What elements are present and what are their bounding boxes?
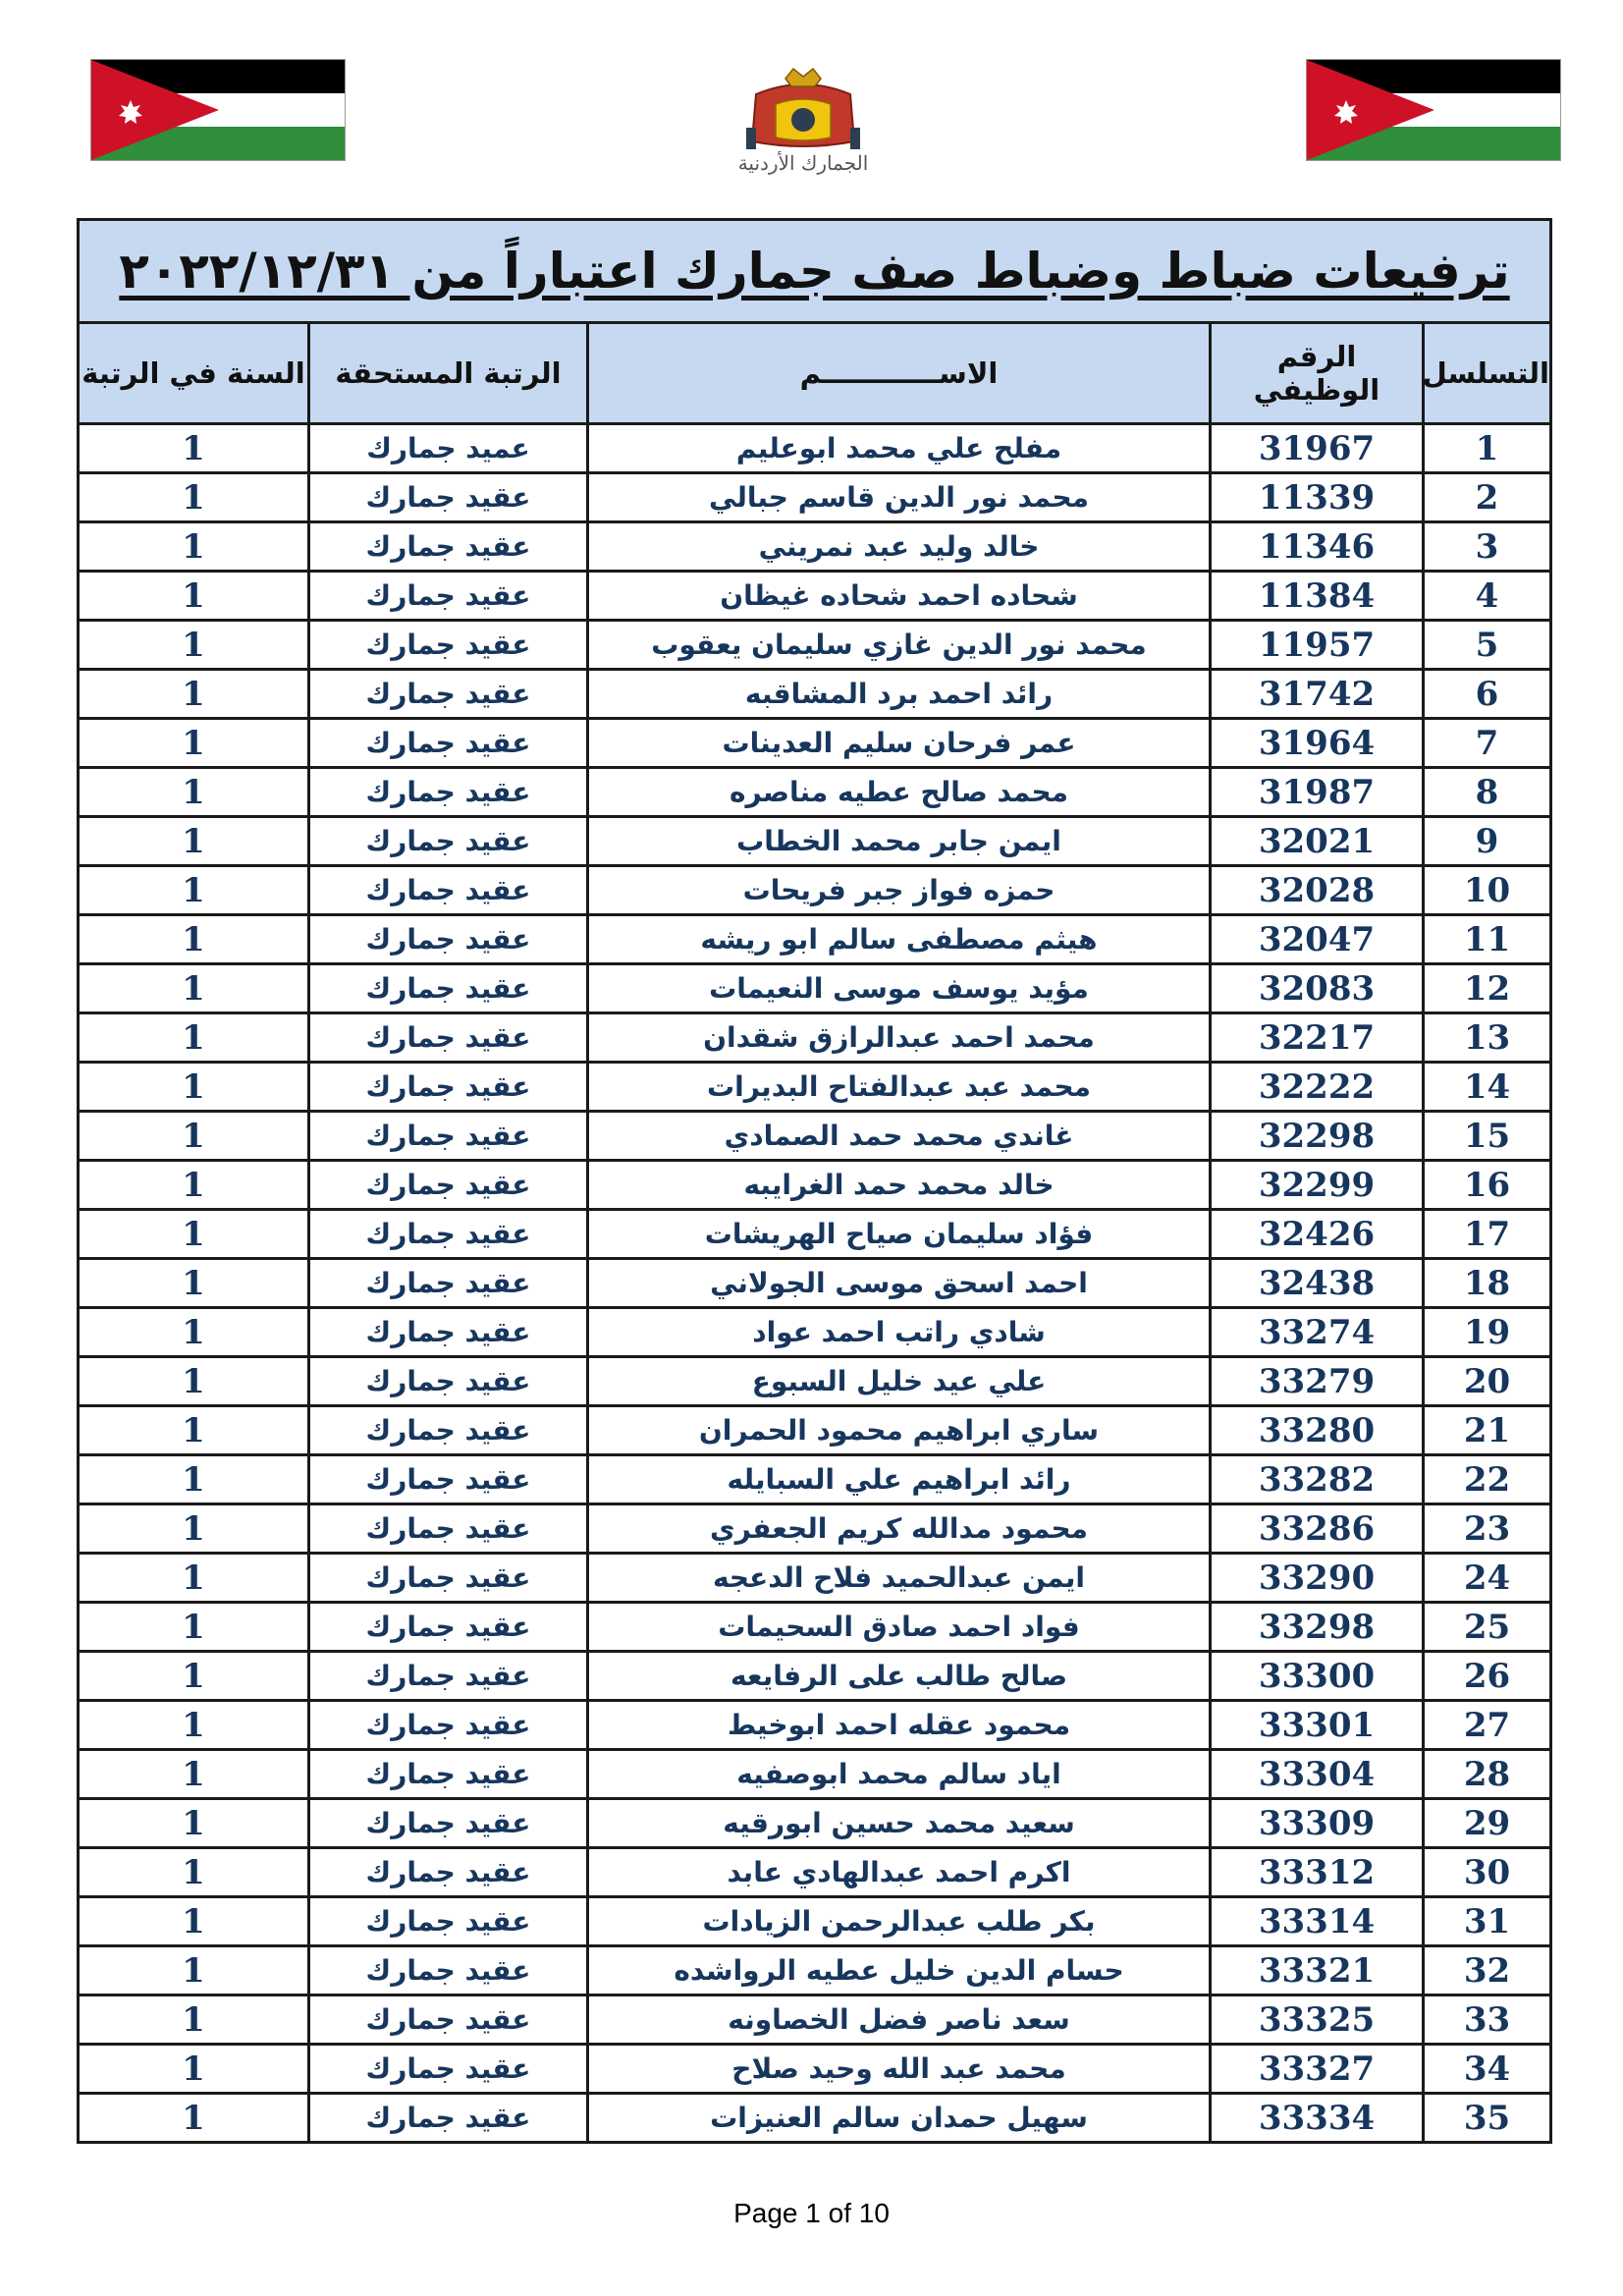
cell-name: سعيد محمد حسين ابورقيه: [588, 1799, 1211, 1848]
cell-employee-id: 31964: [1211, 719, 1424, 768]
column-header-employee-id: الرقم الوظيفي: [1211, 323, 1424, 424]
cell-seq: 6: [1424, 670, 1551, 719]
table-row: [79, 719, 1551, 768]
cell-rank: عقيد جمارك: [309, 1112, 588, 1161]
cell-rank: عقيد جمارك: [309, 2045, 588, 2094]
cell-name: محمود مدالله كريم الجعفري: [588, 1504, 1211, 1554]
table-row: [79, 1652, 1551, 1701]
cell-seq: 28: [1424, 1750, 1551, 1799]
table-row: [79, 915, 1551, 964]
cell-name: عمر فرحان سليم العدينات: [588, 719, 1211, 768]
cell-years: 1: [79, 1063, 309, 1112]
cell-seq: 35: [1424, 2094, 1551, 2143]
table-row: [79, 1995, 1551, 2045]
cell-seq: 2: [1424, 473, 1551, 522]
cell-name: رائد ابراهيم علي السبايله: [588, 1455, 1211, 1504]
cell-employee-id: 31742: [1211, 670, 1424, 719]
cell-seq: 25: [1424, 1603, 1551, 1652]
cell-rank: عقيد جمارك: [309, 1701, 588, 1750]
cell-seq: 9: [1424, 817, 1551, 866]
cell-employee-id: 32028: [1211, 866, 1424, 915]
cell-rank: عقيد جمارك: [309, 1013, 588, 1063]
cell-seq: 7: [1424, 719, 1551, 768]
cell-name: محمد صالح عطيه مناصره: [588, 768, 1211, 817]
cell-rank: عقيد جمارك: [309, 768, 588, 817]
cell-rank: عقيد جمارك: [309, 1161, 588, 1210]
cell-years: 1: [79, 2045, 309, 2094]
cell-employee-id: 33274: [1211, 1308, 1424, 1357]
cell-years: 1: [79, 817, 309, 866]
cell-years: 1: [79, 522, 309, 572]
cell-rank: عقيد جمارك: [309, 1946, 588, 1995]
table-row: [79, 670, 1551, 719]
cell-name: محمد نور الدين قاسم جبالي: [588, 473, 1211, 522]
cell-seq: 16: [1424, 1161, 1551, 1210]
cell-name: اياد سالم محمد ابوصفيه: [588, 1750, 1211, 1799]
cell-seq: 30: [1424, 1848, 1551, 1897]
cell-seq: 17: [1424, 1210, 1551, 1259]
table-row: [79, 473, 1551, 522]
table-row: [79, 2094, 1551, 2143]
cell-employee-id: 32021: [1211, 817, 1424, 866]
cell-rank: عقيد جمارك: [309, 473, 588, 522]
cell-seq: 13: [1424, 1013, 1551, 1063]
table-row: [79, 1946, 1551, 1995]
cell-name: بكر طلب عبدالرحمن الزيادات: [588, 1897, 1211, 1946]
cell-name: محمد عبد عبدالفتاح البديرات: [588, 1063, 1211, 1112]
cell-name: خالد وليد عبد نمريني: [588, 522, 1211, 572]
cell-years: 1: [79, 1013, 309, 1063]
cell-seq: 15: [1424, 1112, 1551, 1161]
page-number: Page 1 of 10: [733, 2198, 890, 2228]
cell-name: فؤاد سليمان صياح الهريشات: [588, 1210, 1211, 1259]
cell-years: 1: [79, 915, 309, 964]
cell-years: 1: [79, 1504, 309, 1554]
cell-seq: 33: [1424, 1995, 1551, 2045]
cell-employee-id: 33334: [1211, 2094, 1424, 2143]
cell-rank: عقيد جمارك: [309, 1406, 588, 1455]
cell-years: 1: [79, 621, 309, 670]
table-row: [79, 964, 1551, 1013]
table-row: [79, 1848, 1551, 1897]
column-header-seq: التسلسل: [1424, 323, 1551, 424]
cell-seq: 19: [1424, 1308, 1551, 1357]
table-row: [79, 1161, 1551, 1210]
cell-rank: عقيد جمارك: [309, 1063, 588, 1112]
jordan-flag-left-icon: [90, 59, 346, 161]
cell-years: 1: [79, 1701, 309, 1750]
table-row: [79, 1013, 1551, 1063]
column-header-years: السنة في الرتبة: [79, 323, 309, 424]
cell-employee-id: 32298: [1211, 1112, 1424, 1161]
cell-years: 1: [79, 1995, 309, 2045]
cell-years: 1: [79, 1848, 309, 1897]
column-header-rank: الرتبة المستحقة: [309, 323, 588, 424]
cell-seq: 10: [1424, 866, 1551, 915]
cell-name: ايمن جابر محمد الخطاب: [588, 817, 1211, 866]
cell-name: مؤيد يوسف موسى النعيمات: [588, 964, 1211, 1013]
table-row: [79, 1357, 1551, 1406]
cell-name: اكرم احمد عبدالهادي عابد: [588, 1848, 1211, 1897]
cell-seq: 24: [1424, 1554, 1551, 1603]
emblem-caption: الجمارك الأردنية: [737, 151, 869, 175]
cell-employee-id: 33325: [1211, 1995, 1424, 2045]
cell-employee-id: 33301: [1211, 1701, 1424, 1750]
cell-years: 1: [79, 1161, 309, 1210]
cell-seq: 20: [1424, 1357, 1551, 1406]
cell-name: شادي راتب احمد عواد: [588, 1308, 1211, 1357]
cell-rank: عقيد جمارك: [309, 1799, 588, 1848]
cell-seq: 27: [1424, 1701, 1551, 1750]
cell-seq: 23: [1424, 1504, 1551, 1554]
table-row: [79, 1210, 1551, 1259]
cell-name: محمد عبد الله وحيد صلاح: [588, 2045, 1211, 2094]
cell-seq: 4: [1424, 572, 1551, 621]
table-row: [79, 1259, 1551, 1308]
cell-employee-id: 33280: [1211, 1406, 1424, 1455]
cell-employee-id: 33300: [1211, 1652, 1424, 1701]
cell-name: خالد محمد حمد الغرايبه: [588, 1161, 1211, 1210]
cell-employee-id: 11384: [1211, 572, 1424, 621]
cell-years: 1: [79, 964, 309, 1013]
cell-rank: عقيد جمارك: [309, 522, 588, 572]
cell-seq: 21: [1424, 1406, 1551, 1455]
cell-employee-id: 33304: [1211, 1750, 1424, 1799]
cell-seq: 26: [1424, 1652, 1551, 1701]
cell-employee-id: 33298: [1211, 1603, 1424, 1652]
cell-rank: عقيد جمارك: [309, 621, 588, 670]
cell-seq: 5: [1424, 621, 1551, 670]
table-row: [79, 1063, 1551, 1112]
cell-years: 1: [79, 473, 309, 522]
cell-years: 1: [79, 1750, 309, 1799]
cell-seq: 32: [1424, 1946, 1551, 1995]
cell-name: سعد ناصر فضل الخصاونه: [588, 1995, 1211, 2045]
table-row: [79, 866, 1551, 915]
column-header-name: الاســــــــــــم: [588, 323, 1211, 424]
cell-employee-id: 32047: [1211, 915, 1424, 964]
cell-years: 1: [79, 572, 309, 621]
cell-rank: عقيد جمارك: [309, 1308, 588, 1357]
table-row: [79, 1603, 1551, 1652]
cell-name: سهيل حمدان سالم العنيزات: [588, 2094, 1211, 2143]
cell-seq: 3: [1424, 522, 1551, 572]
cell-years: 1: [79, 1799, 309, 1848]
cell-name: شحاده احمد شحاده غيظان: [588, 572, 1211, 621]
cell-years: 1: [79, 670, 309, 719]
cell-employee-id: 31967: [1211, 424, 1424, 473]
cell-seq: 34: [1424, 2045, 1551, 2094]
cell-rank: عقيد جمارك: [309, 1603, 588, 1652]
cell-rank: عقيد جمارك: [309, 1652, 588, 1701]
cell-seq: 18: [1424, 1259, 1551, 1308]
cell-employee-id: 33321: [1211, 1946, 1424, 1995]
cell-employee-id: 32438: [1211, 1259, 1424, 1308]
table-title-cell: [79, 220, 1551, 323]
cell-employee-id: 11957: [1211, 621, 1424, 670]
cell-rank: عقيد جمارك: [309, 1259, 588, 1308]
cell-years: 1: [79, 1308, 309, 1357]
cell-years: 1: [79, 2094, 309, 2143]
table-row: [79, 1701, 1551, 1750]
table-row: [79, 522, 1551, 572]
cell-years: 1: [79, 1652, 309, 1701]
cell-years: 1: [79, 719, 309, 768]
table-row: [79, 1750, 1551, 1799]
cell-years: 1: [79, 1357, 309, 1406]
cell-rank: عقيد جمارك: [309, 1750, 588, 1799]
cell-name: محمد نور الدين غازي سليمان يعقوب: [588, 621, 1211, 670]
cell-employee-id: 32083: [1211, 964, 1424, 1013]
cell-employee-id: 32426: [1211, 1210, 1424, 1259]
cell-employee-id: 31987: [1211, 768, 1424, 817]
cell-employee-id: 33282: [1211, 1455, 1424, 1504]
table-title: ترفيعات ضباط وضباط صف جمارك اعتباراً من ٢٠٢٢/١٢/٣١: [119, 243, 1510, 300]
cell-name: حمزه فواز جبر فريحات: [588, 866, 1211, 915]
cell-name: محمود عقله احمد ابوخيط: [588, 1701, 1211, 1750]
cell-years: 1: [79, 1897, 309, 1946]
cell-name: غاندي محمد حمد الصمادي: [588, 1112, 1211, 1161]
cell-name: فواد احمد صادق السحيمات: [588, 1603, 1211, 1652]
cell-name: هيثم مصطفى سالم ابو ريشه: [588, 915, 1211, 964]
cell-years: 1: [79, 1554, 309, 1603]
cell-rank: عقيد جمارك: [309, 670, 588, 719]
table-row: [79, 1308, 1551, 1357]
cell-name: ايمن عبدالحميد فلاح الدعجه: [588, 1554, 1211, 1603]
cell-name: احمد اسحق موسى الجولاني: [588, 1259, 1211, 1308]
cell-name: ساري ابراهيم محمود الحمران: [588, 1406, 1211, 1455]
table-row: [79, 1897, 1551, 1946]
cell-rank: عقيد جمارك: [309, 572, 588, 621]
cell-employee-id: 33327: [1211, 2045, 1424, 2094]
table-row: [79, 1554, 1551, 1603]
table-row: [79, 1455, 1551, 1504]
cell-name: علي عيد خليل السبوع: [588, 1357, 1211, 1406]
cell-name: حسام الدين خليل عطيه الرواشده: [588, 1946, 1211, 1995]
jordan-flag-right-icon: [1306, 59, 1561, 161]
cell-rank: عقيد جمارك: [309, 915, 588, 964]
cell-rank: عقيد جمارك: [309, 1357, 588, 1406]
table-row: [79, 1799, 1551, 1848]
table-header-row: [79, 323, 1551, 424]
cell-rank: عقيد جمارك: [309, 964, 588, 1013]
cell-seq: 14: [1424, 1063, 1551, 1112]
cell-rank: عقيد جمارك: [309, 1848, 588, 1897]
cell-employee-id: 33314: [1211, 1897, 1424, 1946]
cell-years: 1: [79, 768, 309, 817]
cell-employee-id: 11346: [1211, 522, 1424, 572]
cell-rank: عقيد جمارك: [309, 817, 588, 866]
cell-years: 1: [79, 424, 309, 473]
table-row: [79, 424, 1551, 473]
cell-years: 1: [79, 1210, 309, 1259]
cell-years: 1: [79, 1112, 309, 1161]
cell-seq: 1: [1424, 424, 1551, 473]
cell-rank: عقيد جمارك: [309, 1554, 588, 1603]
cell-years: 1: [79, 1603, 309, 1652]
cell-employee-id: 33290: [1211, 1554, 1424, 1603]
cell-employee-id: 33312: [1211, 1848, 1424, 1897]
cell-employee-id: 32222: [1211, 1063, 1424, 1112]
cell-rank: عقيد جمارك: [309, 1210, 588, 1259]
cell-years: 1: [79, 866, 309, 915]
royal-crest-emblem-icon: [687, 65, 919, 183]
cell-rank: عقيد جمارك: [309, 1897, 588, 1946]
cell-employee-id: 32299: [1211, 1161, 1424, 1210]
cell-years: 1: [79, 1259, 309, 1308]
cell-employee-id: 11339: [1211, 473, 1424, 522]
table-row: [79, 1112, 1551, 1161]
cell-employee-id: 33309: [1211, 1799, 1424, 1848]
table-row: [79, 621, 1551, 670]
table-row: [79, 1504, 1551, 1554]
promotions-table: [77, 218, 1552, 2144]
cell-name: محمد احمد عبدالرازق شقدان: [588, 1013, 1211, 1063]
table-row: [79, 572, 1551, 621]
table-row: [79, 2045, 1551, 2094]
cell-seq: 11: [1424, 915, 1551, 964]
cell-years: 1: [79, 1406, 309, 1455]
cell-employee-id: 33279: [1211, 1357, 1424, 1406]
cell-employee-id: 33286: [1211, 1504, 1424, 1554]
cell-name: مفلح علي محمد ابوعليم: [588, 424, 1211, 473]
cell-rank: عقيد جمارك: [309, 2094, 588, 2143]
cell-rank: عقيد جمارك: [309, 1995, 588, 2045]
table-row: [79, 817, 1551, 866]
cell-rank: عقيد جمارك: [309, 719, 588, 768]
cell-employee-id: 32217: [1211, 1013, 1424, 1063]
cell-rank: عميد جمارك: [309, 424, 588, 473]
cell-years: 1: [79, 1455, 309, 1504]
cell-seq: 12: [1424, 964, 1551, 1013]
table-row: [79, 1406, 1551, 1455]
cell-seq: 22: [1424, 1455, 1551, 1504]
cell-years: 1: [79, 1946, 309, 1995]
cell-rank: عقيد جمارك: [309, 1504, 588, 1554]
cell-name: رائد احمد برد المشاقبه: [588, 670, 1211, 719]
cell-name: صالح طالب على الرفايعه: [588, 1652, 1211, 1701]
cell-rank: عقيد جمارك: [309, 1455, 588, 1504]
table-row: [79, 768, 1551, 817]
cell-seq: 8: [1424, 768, 1551, 817]
cell-seq: 31: [1424, 1897, 1551, 1946]
cell-rank: عقيد جمارك: [309, 866, 588, 915]
cell-seq: 29: [1424, 1799, 1551, 1848]
